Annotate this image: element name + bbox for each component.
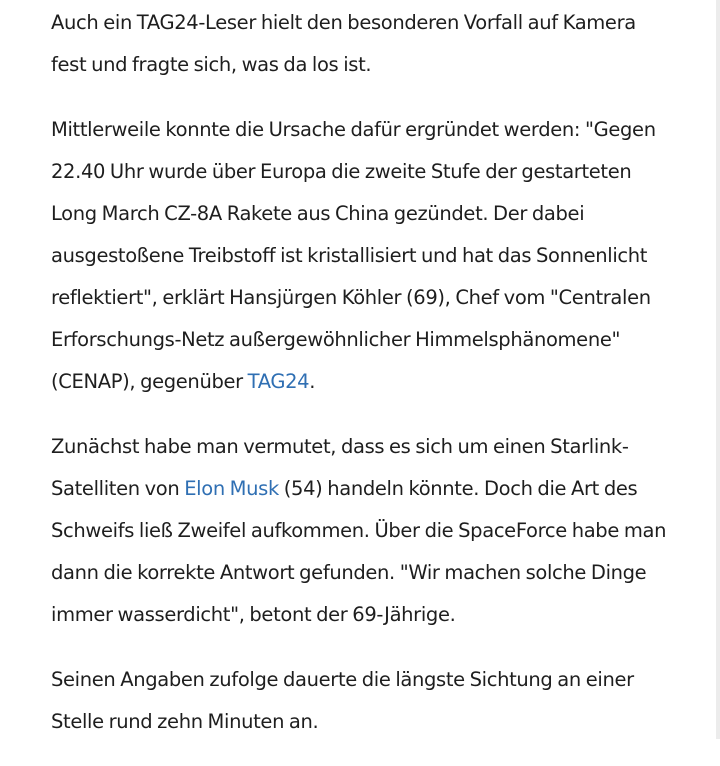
text-line: Auch ein TAG24-Leser hielt den besonderen Vorfall auf Kamera [51, 11, 636, 34]
text-line: dann die korrekte Antwort gefunden. "Wir machen solche Dinge [51, 561, 647, 584]
paragraph-cause-explanation [51, 109, 681, 403]
text-line: Stelle rund zehn Minuten an. [51, 710, 319, 733]
text-line: Seinen Angaben zufolge dauerte die längste Sichtung an einer [51, 668, 634, 691]
text-line: Zunächst habe man vermutet, dass es sich um einen Starlink- [51, 435, 629, 458]
text-segment: (54) handeln könnte. Doch die Art des [278, 477, 638, 500]
text-segment: (CENAP), gegenüber [51, 370, 248, 393]
paragraph-sighting-duration [51, 659, 681, 743]
text-line: 22.40 Uhr wurde über Europa die zweite Stufe der gestarteten [51, 160, 632, 183]
paragraph-tag24-reader [51, 2, 681, 86]
text-line: Mittlerweile konnte die Ursache dafür ergründet werden: "Gegen [51, 118, 656, 141]
text-line [51, 361, 681, 403]
text-line: Schweifs ließ Zweifel aufkommen. Über die SpaceForce habe man [51, 519, 667, 542]
text-line: Erforschungs-Netz außergewöhnlicher Himmelsphänomene" [51, 328, 621, 351]
paragraph-starlink-speculation [51, 426, 681, 636]
text-line: Long March CZ-8A Rakete aus China gezündet. Der dabei [51, 202, 585, 225]
elon-musk-link[interactable]: Elon Musk [184, 477, 279, 500]
text-segment: . [309, 370, 316, 393]
text-segment: Satelliten von [51, 477, 185, 500]
text-line: immer wasserdicht", betont der 69-Jährige. [51, 603, 456, 626]
text-line: ausgestoßene Treibstoff ist kristallisiert und hat das Sonnenlicht [51, 244, 648, 267]
text-line [51, 468, 681, 510]
text-line: reflektiert", erklärt Hansjürgen Köhler (69), Chef vom "Centralen [51, 286, 651, 309]
right-divider [716, 0, 720, 739]
tag24-link[interactable]: TAG24 [247, 370, 310, 393]
article-body [51, 2, 681, 766]
text-line: fest und fragte sich, was da los ist. [51, 53, 372, 76]
